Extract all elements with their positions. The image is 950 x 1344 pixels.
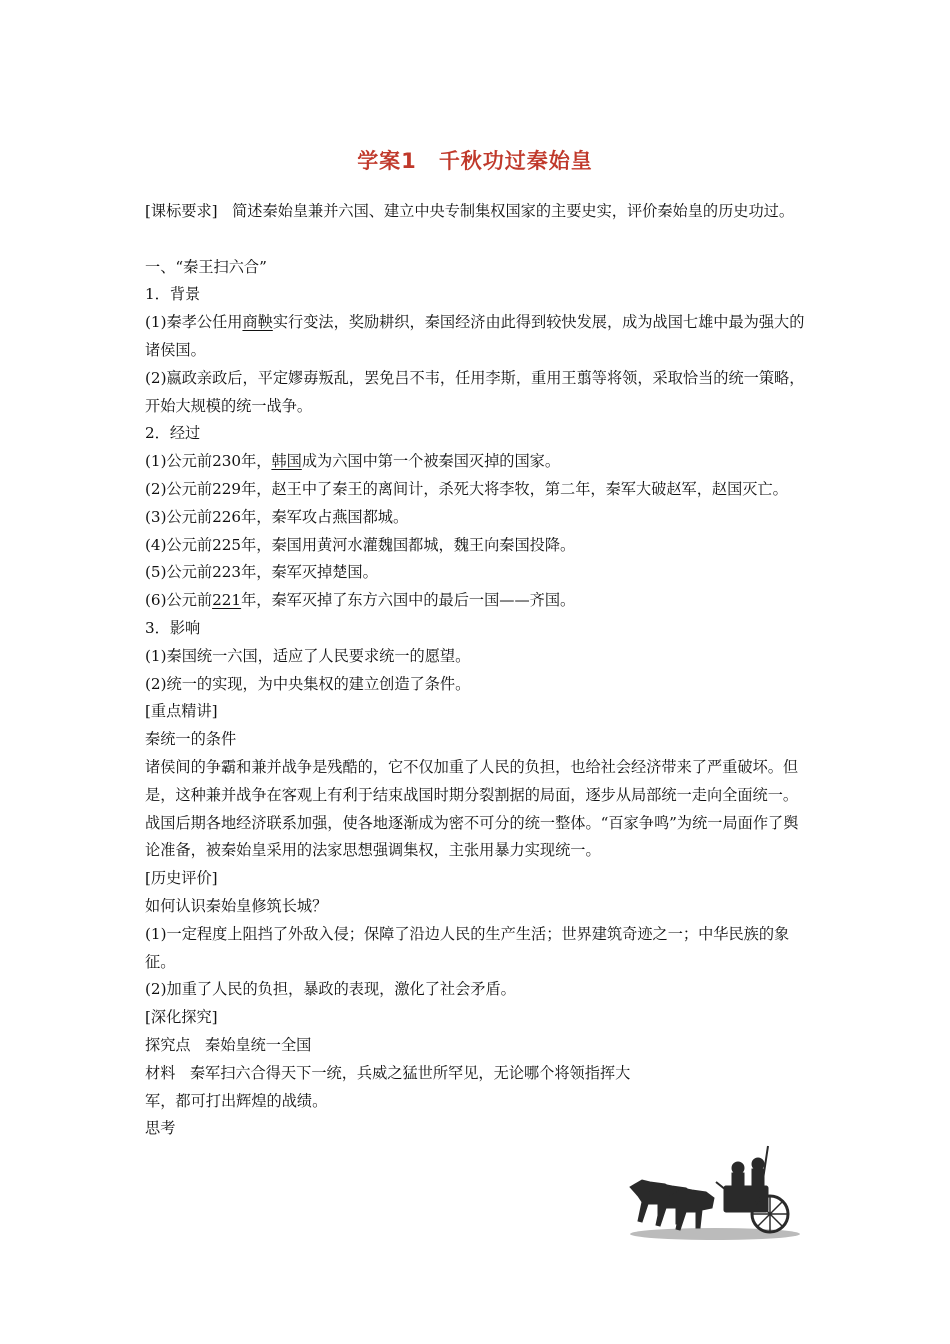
evaluation-paragraph-1: (1)一定程度上阻挡了外敌入侵；保障了沿边人民的生产生活；世界建筑奇迹之一；中华民族的象征。	[145, 924, 790, 971]
think-label: 思考	[145, 1119, 176, 1138]
impact-paragraph-2: (2)统一的实现，为中央集权的建立创造了条件。	[145, 674, 471, 693]
curriculum-text: 简述秦始皇兼并六国、建立中央专制集权国家的主要史实，评价秦始皇的历史功过。	[232, 202, 795, 220]
chariot-illustration	[620, 1142, 810, 1247]
key-points-paragraph-1: 诸侯间的争霸和兼并战争是残酷的，它不仅加重了人民的负担，也给社会经济带来了严重破坏。但是，这种兼并战争在客观上有利于结束战国时期分裂割据的局面，逐步从局部统一走向全面统一。	[145, 757, 799, 804]
impact-heading: 3．影响	[145, 618, 201, 637]
process-paragraph-2: (2)公元前229年，赵王中了秦王的离间计，杀死大将李牧，第二年，秦军大破赵军，赵国灭亡。	[145, 479, 788, 498]
explore-point: 探究点 秦始皇统一全国	[145, 1035, 312, 1054]
page-title	[0, 145, 950, 175]
process-heading: 2．经过	[145, 424, 201, 443]
section-heading: 一、“秦王扫六合”	[145, 257, 267, 276]
background-paragraph-2: (2)嬴政亲政后，平定嫪毐叛乱，罢免吕不韦，任用李斯，重用王翦等将领，采取恰当的统一策略，开始大规模的统一战争。	[145, 368, 805, 415]
background-paragraph-1: (1)秦孝公任用商鞅实行变法，奖励耕织，秦国经济由此得到较快发展，成为战国七雄中最为强大的诸侯国。	[145, 313, 805, 359]
background-heading: 1．背景	[145, 285, 201, 304]
body-text	[145, 198, 807, 1143]
material-paragraph: 材料 秦军扫六合得天下一统，兵威之猛世所罕见，无论哪个将领指挥大军，都可打出辉煌的战绩。	[145, 1063, 631, 1110]
key-points-subtitle: 秦统一的条件	[145, 730, 237, 749]
process-paragraph-6: (6)公元前221年，秦军灭掉了东方六国中的最后一国——齐国。	[145, 591, 576, 610]
curriculum-requirement	[145, 198, 807, 226]
evaluation-question: 如何认识秦始皇修筑长城？	[145, 896, 328, 915]
curriculum-label: [课标要求]	[145, 202, 218, 220]
lesson-topic: 千秋功过秦始皇	[438, 149, 593, 173]
blank-answer-221: 221	[212, 591, 242, 610]
blank-answer-hanguo: 韩国	[271, 452, 302, 471]
blank-answer-shangyang: 商鞅	[242, 313, 273, 332]
impact-paragraph-1: (1)秦国统一六国，适应了人民要求统一的愿望。	[145, 646, 471, 665]
explore-label: [深化探究]	[145, 1008, 218, 1027]
process-paragraph-1: (1)公元前230年，韩国成为六国中第一个被秦国灭掉的国家。	[145, 452, 561, 471]
evaluation-label: [历史评价]	[145, 869, 218, 888]
evaluation-paragraph-2: (2)加重了人民的负担，暴政的表现，激化了社会矛盾。	[145, 980, 516, 999]
process-paragraph-5: (5)公元前223年，秦军灭掉楚国。	[145, 563, 378, 582]
key-points-paragraph-2: 战国后期各地经济联系加强，使各地逐渐成为密不可分的统一整体。“百家争鸣”为统一局面作了舆论准备，被秦始皇采用的法家思想强调集权，主张用暴力实现统一。	[145, 813, 799, 860]
process-paragraph-3: (3)公元前226年，秦军攻占燕国都城。	[145, 507, 409, 526]
lesson-number: 学案1	[357, 149, 417, 173]
process-paragraph-4: (4)公元前225年，秦国用黄河水灌魏国都城，魏王向秦国投降。	[145, 535, 576, 554]
key-points-label: [重点精讲]	[145, 702, 218, 721]
